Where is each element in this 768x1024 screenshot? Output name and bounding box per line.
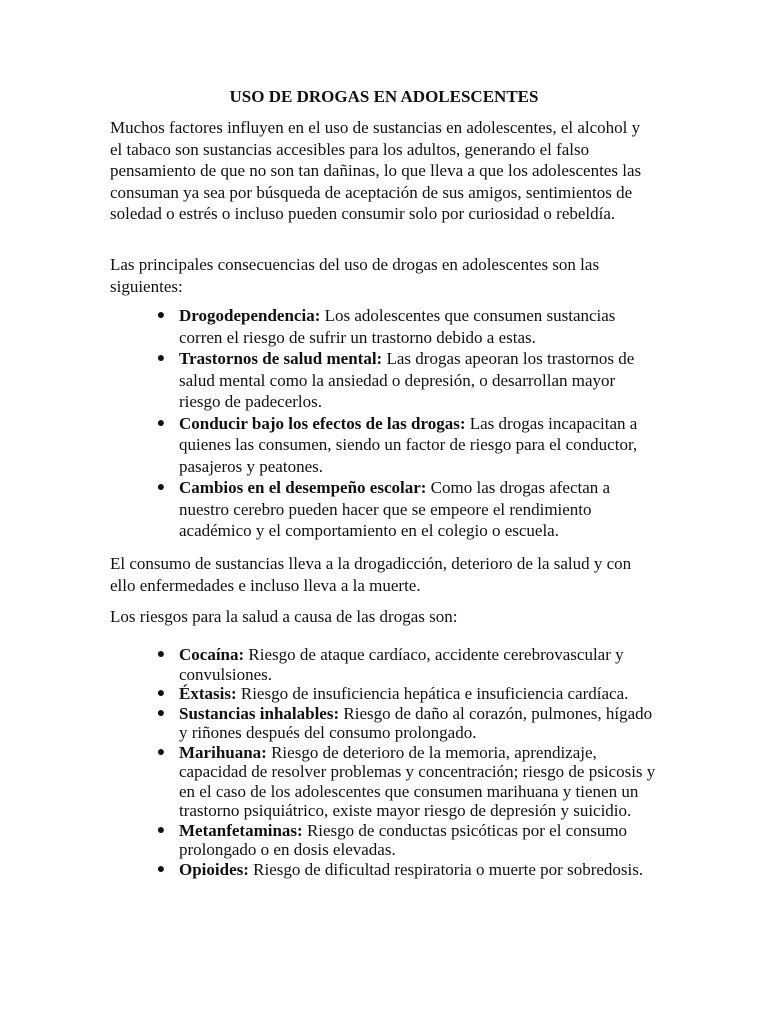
list-item-term: Conducir bajo los efectos de las drogas: — [179, 413, 466, 433]
list-item-term: Trastornos de salud mental: — [179, 349, 383, 368]
bullet-icon: ● — [156, 686, 166, 701]
list-item-text: Las drogas apeoran los trastornos de salud mental como la ansiedad o depresión, o desarrollan mayor riesgo de padecerlos. — [179, 349, 635, 411]
list-item-term: Marihuana: — [179, 742, 267, 762]
list-item-term: Cocaína: — [179, 645, 245, 664]
list-item-text: Las drogas incapacitan a quienes las consumen, siendo un factor de riesgo para el conductor, pasajeros y peatones. — [179, 413, 638, 476]
bullet-icon: ● — [156, 861, 166, 877]
list-item — [155, 821, 659, 860]
bullet-icon: ● — [156, 647, 166, 662]
list-item-text: Riesgo de deterioro de la memoria, aprendizaje, capacidad de resolver problemas y concentración; riesgo de psicosis y en el caso de los adolescentes que consumen marihuana y tienen un trastorno psiquiátrico, existe mayor riesgo de depresión y suicidio. — [179, 742, 656, 820]
list-item-text: Riesgo de conductas psicóticas por el consumo prolongado o en dosis elevadas. — [179, 820, 628, 859]
list-item-text: Los adolescentes que consumen sustancias corren el riesgo de sufrir un trastorno debido a estas. — [179, 306, 616, 347]
bullet-icon: ● — [156, 480, 166, 495]
list-item — [155, 305, 659, 348]
list-item — [155, 348, 659, 413]
list-item — [155, 704, 659, 743]
bullet-icon: ● — [156, 744, 166, 760]
consequences-intro-paragraph: Las principales consecuencias del uso de drogas en adolescentes son las siguientes: — [110, 255, 600, 296]
bullet-icon: ● — [156, 415, 166, 431]
list-item — [155, 645, 659, 684]
list-item-term: Drogodependencia: — [179, 306, 321, 325]
intro-paragraph: Muchos factores influyen en el uso de sustancias en adolescentes, el alcohol y el tabaco son sustancias accesibles para los adultos, generando el falso pensamiento de que no son tan dañinas, lo que lleva a que los adolescentes las consuman ya sea por búsqueda de aceptación de sus amigos, sentimientos de soledad o estrés o incluso pueden consumir solo por curiosidad o rebeldía. — [110, 118, 642, 223]
list-item — [155, 860, 659, 880]
list-item-term: Opioides: — [179, 859, 249, 879]
document-title: USO DE DROGAS EN ADOLESCENTES — [229, 87, 539, 106]
list-item-term: Éxtasis: — [179, 684, 237, 703]
bullet-icon: ● — [156, 822, 166, 838]
consequence-summary-paragraph: El consumo de sustancias lleva a la drogadicción, deterioro de la salud y con ello enfermedades e incluso lleva a la muerte. — [110, 554, 632, 595]
consequences-list — [155, 305, 659, 542]
list-item — [155, 477, 659, 542]
bullet-icon: ● — [156, 308, 166, 323]
bullet-icon: ● — [156, 705, 166, 721]
list-item-text: Riesgo de insuficiencia hepática e insuficiencia cardíaca. — [236, 684, 629, 703]
bullet-icon: ● — [156, 351, 166, 366]
list-item-text: Riesgo de daño al corazón, pulmones, hígado y riñones después del consumo prolongado. — [179, 703, 653, 742]
list-item — [155, 413, 659, 478]
list-item-text: Como las drogas afectan a nuestro cerebro pueden hacer que se empeore el rendimiento académico y el comportamiento en el colegio o escuela. — [179, 478, 611, 540]
list-item-text: Riesgo de ataque cardíaco, accidente cerebrovascular y convulsiones. — [179, 645, 624, 684]
list-item-text: Riesgo de dificultad respiratoria o muerte por sobredosis. — [248, 859, 644, 879]
list-item — [155, 684, 659, 704]
list-item — [155, 743, 659, 821]
risks-list — [155, 645, 659, 879]
list-item-term: Cambios en el desempeño escolar: — [179, 478, 427, 497]
list-item-term: Sustancias inhalables: — [179, 703, 340, 723]
risks-intro-paragraph: Los riesgos para la salud a causa de las drogas son: — [110, 607, 458, 626]
list-item-term: Metanfetaminas: — [179, 820, 303, 840]
